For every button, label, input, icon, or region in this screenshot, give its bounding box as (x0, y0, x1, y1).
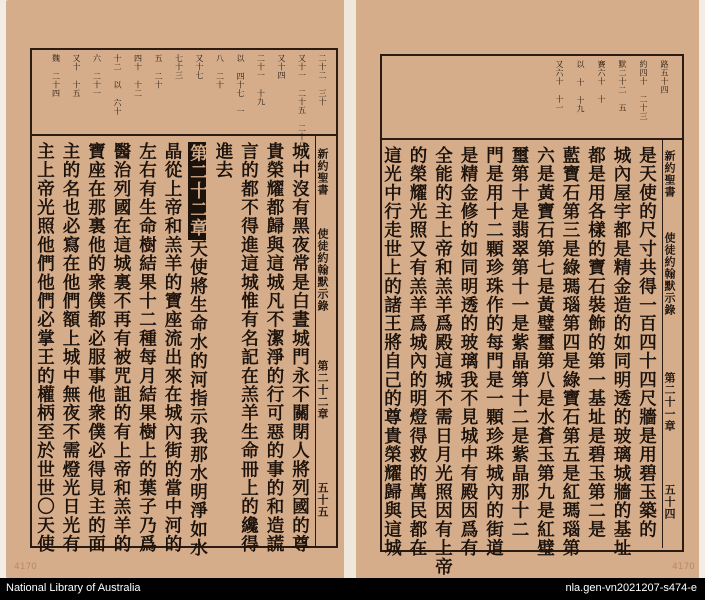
right-chapter-label: 第二十一章 (663, 372, 676, 432)
book-gutter (344, 0, 356, 578)
margin-note: 五 二十 (154, 54, 163, 89)
left-body-column: 言的都不得進這城惟有名記在羔羊生命冊上的纔得 (238, 142, 259, 554)
left-body-column: 貴榮耀都歸與這城凡不潔淨的行可惡的事的和造謊 (264, 142, 284, 554)
left-notes-divider (30, 134, 336, 136)
right-body-column: 城內屋宇都是精金造的如同明透的玻璃城牆的基址 (611, 146, 631, 558)
left-body-column: 進去 (213, 142, 233, 180)
left-book-title: 新約聖書 (316, 148, 329, 196)
library-credit: National Library of Australia (6, 582, 141, 594)
margin-note: 又十七 (195, 54, 204, 80)
right-body-column: 是精金修的如同明透的玻璃我不見城中有殿因爲有 (458, 146, 478, 558)
margin-note: 七十三 (174, 54, 184, 80)
right-body-column: 的榮耀光照又有羔羊爲城內的明燈得救的萬民都在 (407, 146, 427, 558)
left-body-column: 醫治列國在這城裏不再有被咒詛的有上帝和羔羊的 (111, 142, 131, 554)
right-body-column: 這光中行走世上的諸王將自己的尊貴榮耀歸與這城 (381, 146, 402, 558)
right-body-column: 六是黃寶石第七是黃璧璽第八是水蒼玉第九是紅璧 (534, 146, 555, 558)
right-body-column: 門是用十二顆珍珠作的每門是一顆珍珠城內的街道 (483, 146, 504, 558)
margin-note: 二十二 三十 (318, 54, 327, 106)
margin-note: 四十 十二 (133, 54, 143, 98)
left-section-title: 使徒約翰默示錄 (316, 228, 329, 312)
left-body-column: 第二十二章天使將生命水的河指示我那水明淨如水 (187, 144, 208, 558)
right-pencil-mark: 4170 (672, 562, 695, 572)
left-pencil-mark: 4170 (14, 562, 37, 572)
left-body-column: 主上帝光照他們他們必掌王的權柄至於世世〇天使 (34, 142, 55, 554)
left-body-column: 寶座在那裏他的衆僕都必服事他衆僕必得見主的面 (85, 142, 106, 554)
margin-note: 以 四十七 一 (236, 54, 245, 116)
record-identifier: nla.gen-vn2021207-s474-e (565, 582, 697, 594)
left-chapter-label: 第二十二章 (316, 360, 329, 420)
margin-note: 魏 二十四 (51, 54, 61, 98)
right-body-column: 全能的主上帝和羔羊爲殿這城不需日月光照因有上帝 (432, 146, 453, 577)
left-body-column: 城中沒有黑夜常是白晝城門永不關閉人將列國的尊 (289, 142, 310, 554)
margin-note: 八 二十 (215, 54, 225, 89)
left-page-number: 五十五 (316, 482, 329, 518)
right-page-number: 五十四 (663, 484, 676, 520)
footer-bar (0, 578, 705, 600)
right-book-title: 新約聖書 (663, 150, 676, 198)
margin-note: 路五十四 (660, 60, 669, 94)
right-section-title: 使徒約翰默示錄 (663, 232, 676, 316)
margin-note: 默二十二 五 (618, 60, 627, 112)
left-body-column: 左右有生命樹結果十二種每月結果樹上的葉子乃爲 (136, 142, 157, 554)
margin-note: 二十一 十九 (256, 54, 266, 106)
margin-note: 又十四 (277, 54, 286, 80)
right-body-column: 璽第十是翡翠第十一是紫晶第十二是紫晶那十二 (509, 146, 529, 539)
right-body-column: 是天使的尺寸共得一百四十四尺牆是用碧玉築的 (636, 146, 657, 539)
margin-note: 賽六十 十 (597, 60, 606, 104)
right-notes-divider (380, 138, 682, 140)
margin-note: 又十 十五 (72, 54, 81, 98)
left-body-column: 主的名也必寫在他們額上城中無夜不需燈光日光有 (60, 142, 80, 554)
margin-note: 又六十 十一 (555, 60, 564, 112)
margin-note: 以 十 十九 (576, 60, 585, 113)
right-body-column: 都是用各樣的寶石裝飾的第一基址是碧玉第二是 (585, 146, 606, 539)
left-body-column: 晶從上帝和羔羊的寶座流出來在城內街的當中河的 (162, 142, 182, 554)
margin-note: 又十一 二十五 二十八 (297, 54, 307, 150)
right-body-column: 藍寶石第三是綠瑪瑙第四是綠寶石第五是紅瑪瑙第 (560, 146, 580, 558)
margin-note: 約四十 二十三 (639, 60, 648, 121)
margin-note: 十二 以 六十 (113, 54, 122, 116)
chapter-heading-badge: 第二十二章 (187, 144, 208, 238)
margin-note: 六 二十一 (92, 54, 102, 98)
